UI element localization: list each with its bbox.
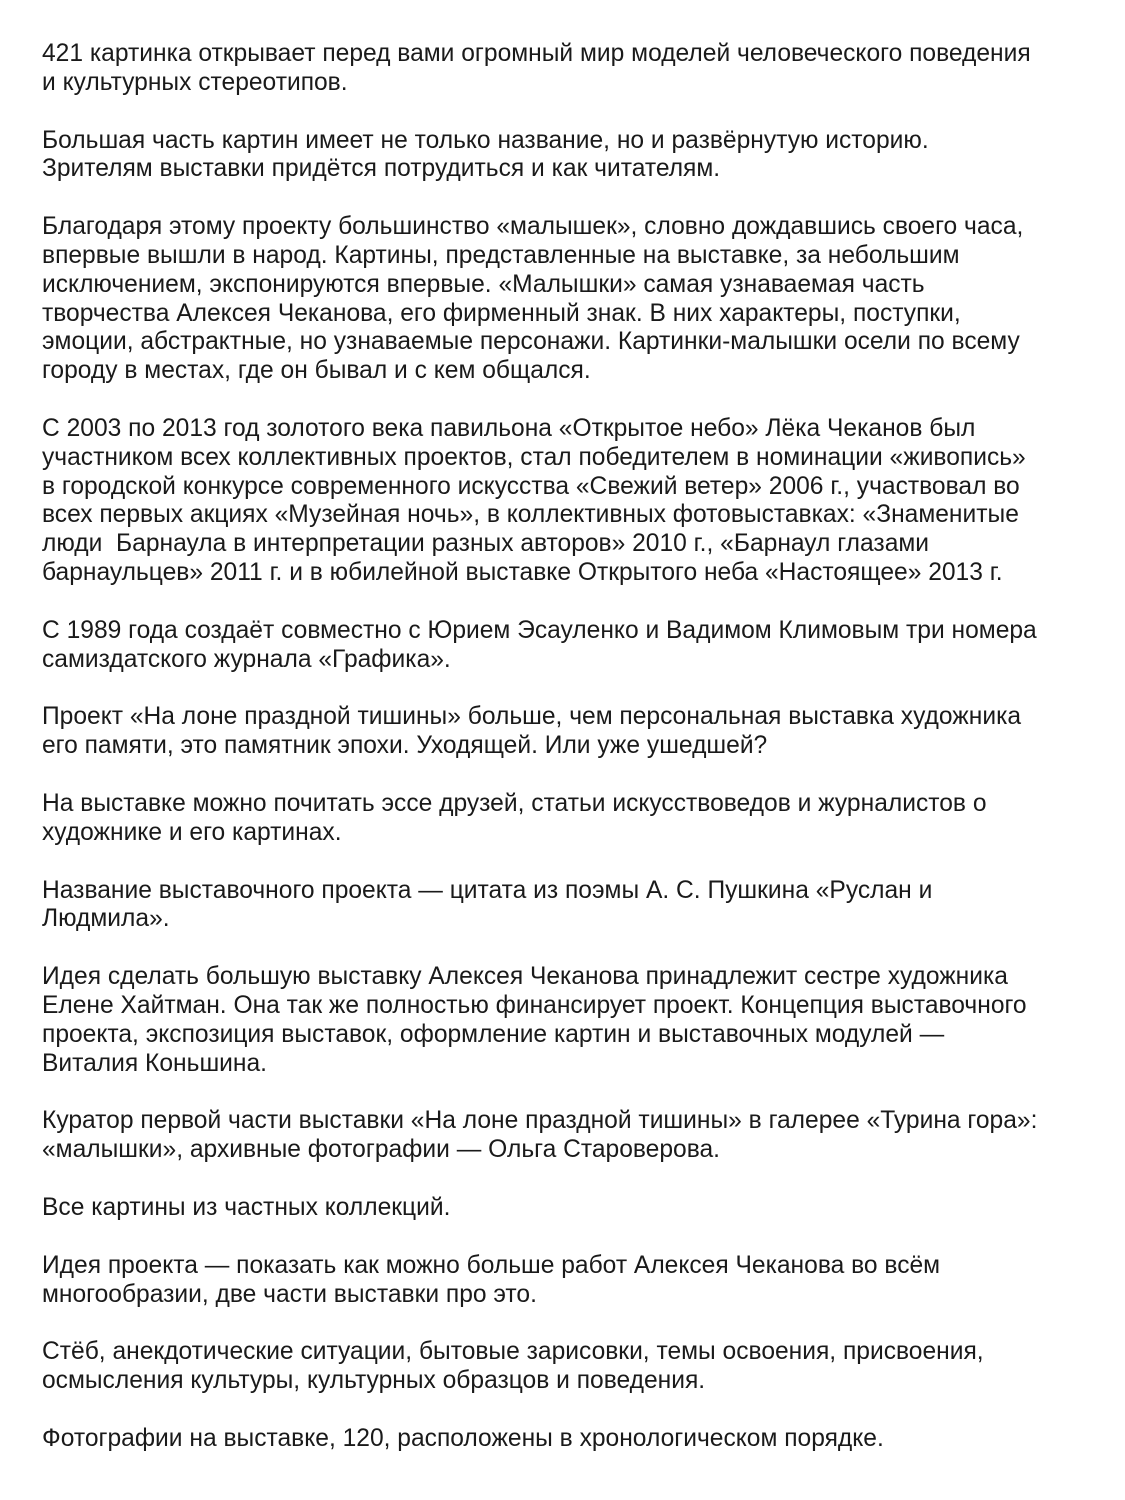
text-line: исключением, экспонируются впервые. «Малышки» самая узнаваемая часть bbox=[42, 270, 925, 298]
text-line: участником всех коллективных проектов, стал победителем в номинации «живопись» bbox=[42, 443, 1026, 471]
text-line: Идея проекта — показать как можно больше работ Алексея Чеканова во всём bbox=[42, 1251, 941, 1279]
text-line: Елене Хайтман. Она так же полностью финансирует проект. Концепция выставочного bbox=[42, 991, 1027, 1019]
text-line: Благодаря этому проекту большинство «малышек», словно дождавшись своего часа, bbox=[42, 213, 1024, 241]
paragraph bbox=[42, 1425, 1102, 1454]
text-line: Проект «На лоне праздной тишины» больше, чем персональная выставка художника bbox=[42, 703, 1022, 731]
paragraph bbox=[42, 963, 1102, 1078]
paragraph bbox=[42, 213, 1102, 386]
text-line: Стёб, анекдотические ситуации, бытовые зарисовки, темы освоения, присвоения, bbox=[42, 1338, 984, 1366]
paragraph bbox=[42, 1107, 1102, 1165]
article-body bbox=[42, 40, 1102, 1483]
text-line: осмысления культуры, культурных образцов и поведения. bbox=[42, 1367, 706, 1395]
text-line: проекта, экспозиция выставок, оформление картин и выставочных модулей — bbox=[42, 1020, 945, 1048]
text-line: Зрителям выставки придётся потрудиться и как читателям. bbox=[42, 155, 721, 183]
paragraph bbox=[42, 1252, 1102, 1310]
text-line: Людмила». bbox=[42, 905, 170, 933]
text-line: Большая часть картин имеет не только название, но и развёрнутую историю. bbox=[42, 126, 929, 154]
text-line: эмоции, абстрактные, но узнаваемые персонажи. Картинки-малышки осели по всему bbox=[42, 328, 1020, 356]
text-line: самиздатского журнала «Графика». bbox=[42, 645, 451, 673]
paragraph bbox=[42, 1194, 1102, 1223]
paragraph bbox=[42, 415, 1102, 588]
text-line: Идея сделать большую выставку Алексея Чеканова принадлежит сестре художника bbox=[42, 963, 1008, 991]
text-line: Куратор первой части выставки «На лоне праздной тишины» в галерее «Турина гора»: bbox=[42, 1107, 1038, 1135]
paragraph bbox=[42, 127, 1102, 185]
text-line: впервые вышли в народ. Картины, представленные на выставке, за небольшим bbox=[42, 241, 960, 269]
text-line: творчества Алексея Чеканова, его фирменный знак. В них характеры, поступки, bbox=[42, 299, 961, 327]
text-line: барнаульцев» 2011 г. и в юбилейной выставке Открытого неба «Настоящее» 2013 г. bbox=[42, 558, 1003, 586]
text-line: 421 картинка открывает перед вами огромный мир моделей человеческого поведения bbox=[42, 40, 1031, 67]
text-line: Фотографии на выставке, 120, расположены в хронологическом порядке. bbox=[42, 1424, 884, 1452]
paragraph bbox=[42, 790, 1102, 848]
text-line: его памяти, это памятник эпохи. Уходящей. Или уже ушедшей? bbox=[42, 732, 768, 760]
text-line: люди Барнаула в интерпретации разных авторов» 2010 г., «Барнаул глазами bbox=[42, 530, 930, 558]
text-line: На выставке можно почитать эссе друзей, статьи искусствоведов и журналистов о bbox=[42, 789, 987, 817]
text-line: многообразии, две части выставки про это. bbox=[42, 1280, 537, 1308]
text-line: всех первых акциях «Музейная ночь», в коллективных фотовыставках: «Знаменитые bbox=[42, 501, 1019, 529]
text-line: в городской конкурсе современного искусства «Свежий ветер» 2006 г., участвовал во bbox=[42, 472, 1020, 500]
paragraph bbox=[42, 617, 1102, 675]
paragraph bbox=[42, 40, 1102, 98]
paragraph bbox=[42, 703, 1102, 761]
text-line: Название выставочного проекта — цитата из поэмы А. С. Пушкина «Руслан и bbox=[42, 876, 933, 904]
text-line: и культурных стереотипов. bbox=[42, 68, 348, 96]
paragraph bbox=[42, 1338, 1102, 1396]
text-line: С 1989 года создаёт совместно с Юрием Эсауленко и Вадимом Климовым три номера bbox=[42, 616, 1037, 644]
text-line: городу в местах, где он бывал и с кем общался. bbox=[42, 357, 591, 385]
text-line: Виталия Коньшина. bbox=[42, 1049, 268, 1077]
paragraph bbox=[42, 877, 1102, 935]
text-line: Все картины из частных коллекций. bbox=[42, 1193, 451, 1221]
text-line: художнике и его картинах. bbox=[42, 818, 342, 846]
text-line: С 2003 по 2013 год золотого века павильона «Открытое небо» Лёка Чеканов был bbox=[42, 414, 976, 442]
text-line: «малышки», архивные фотографии — Ольга Староверова. bbox=[42, 1136, 721, 1164]
